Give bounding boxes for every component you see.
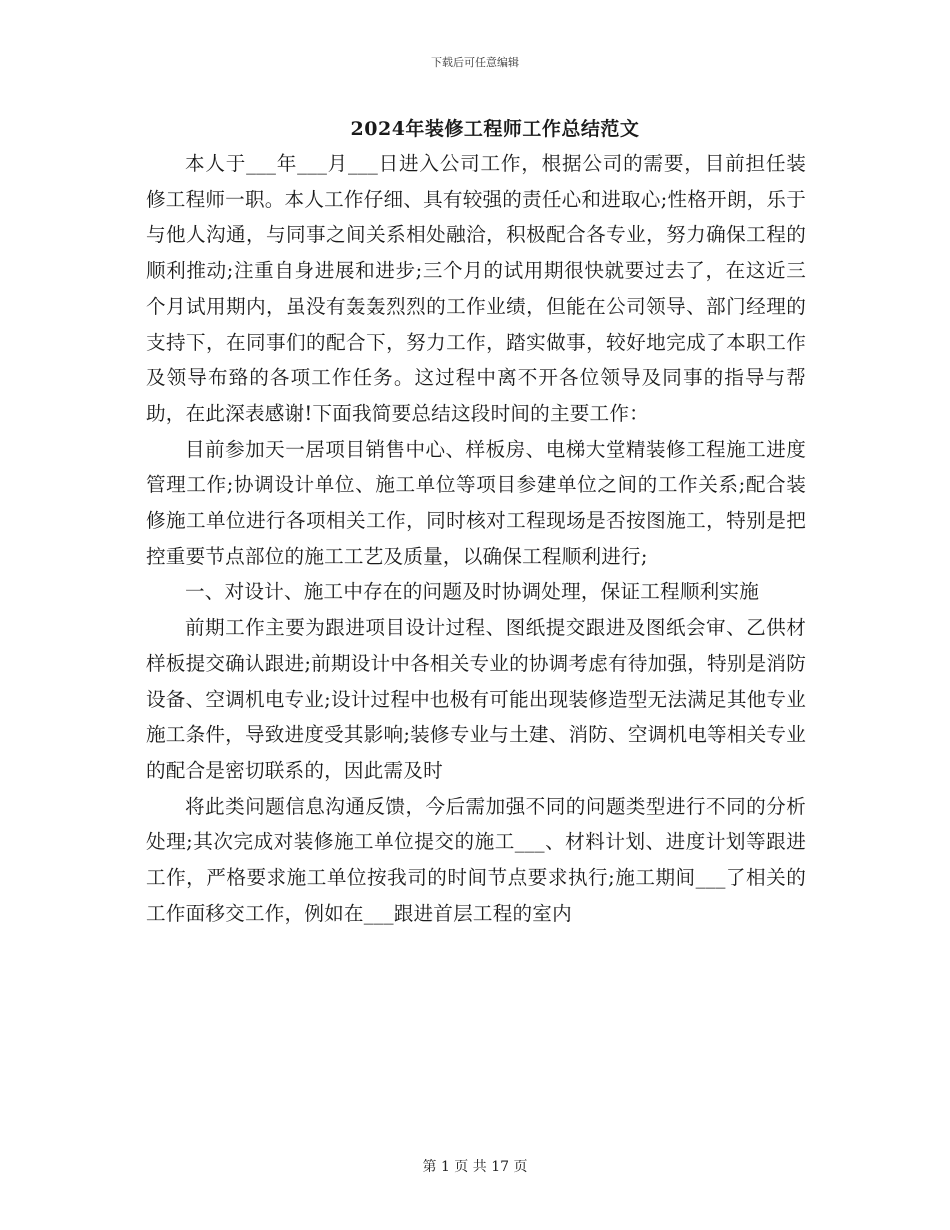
paragraph-feedback: 将此类问题信息沟通反馈，今后需加强不同的问题类型进行不同的分析处理;其次完成对装修施工单位提交的施工___、材料计划、进度计划等跟进工作，严格要求施工单位按我司的时间节点要求执行;施工期间___了相关的工作面移交工作，例如在___跟进首层工程的室内 — [146, 794, 806, 925]
page-footer: 第 1 页 共 17 页 — [422, 1159, 528, 1175]
section-heading-1: 一、对设计、施工中存在的问题及时协调处理，保证工程顺利实施 — [185, 580, 760, 604]
paragraph-intro: 本人于___年___月___日进入公司工作，根据公司的需要，目前担任装修工程师一职。本人工作仔细、具有较强的责任心和进取心;性格开朗，乐于与他人沟通，与同事之间关系相处融洽，积极配合各专业，努力确保工程的顺利推动;注重自身进展和进步;三个月的试用期很快就要过去了，在这近三个月试用期内，虽没有轰轰烈烈的工作业绩，但能在公司领导、部门经理的支持下，在同事们的配合下，努力工作，踏实做事，较好地完成了本职工作及领导布臵的各项工作任务。这过程中离不开各位领导及同事的指导与帮助，在此深表感谢!下面我简要总结这段时间的主要工作： — [146, 152, 806, 425]
paragraph-current-work: 目前参加天一居项目销售中心、样板房、电梯大堂精装修工程施工进度管理工作;协调设计单位、施工单位等项目参建单位之间的工作关系;配合装修施工单位进行各项相关工作，同时核对工程现场是否按图施工，特别是把控重要节点部位的施工工艺及质量，以确保工程顺利进行; — [146, 437, 806, 568]
paragraph-early-work: 前期工作主要为跟进项目设计过程、图纸提交跟进及图纸会审、乙供材样板提交确认跟进;前期设计中各相关专业的协调考虑有待加强，特别是消防设备、空调机电专业;设计过程中也极有可能出现装修造型无法满足其他专业施工条件，导致进度受其影响;装修专业与土建、消防、空调机电等相关专业的配合是密切联系的，因此需及时 — [146, 616, 806, 782]
page-header-note: 下载后可任意编辑 — [431, 56, 519, 69]
document-title: 2024年装修工程师工作总结范文 — [350, 118, 640, 140]
document-body — [146, 146, 806, 931]
